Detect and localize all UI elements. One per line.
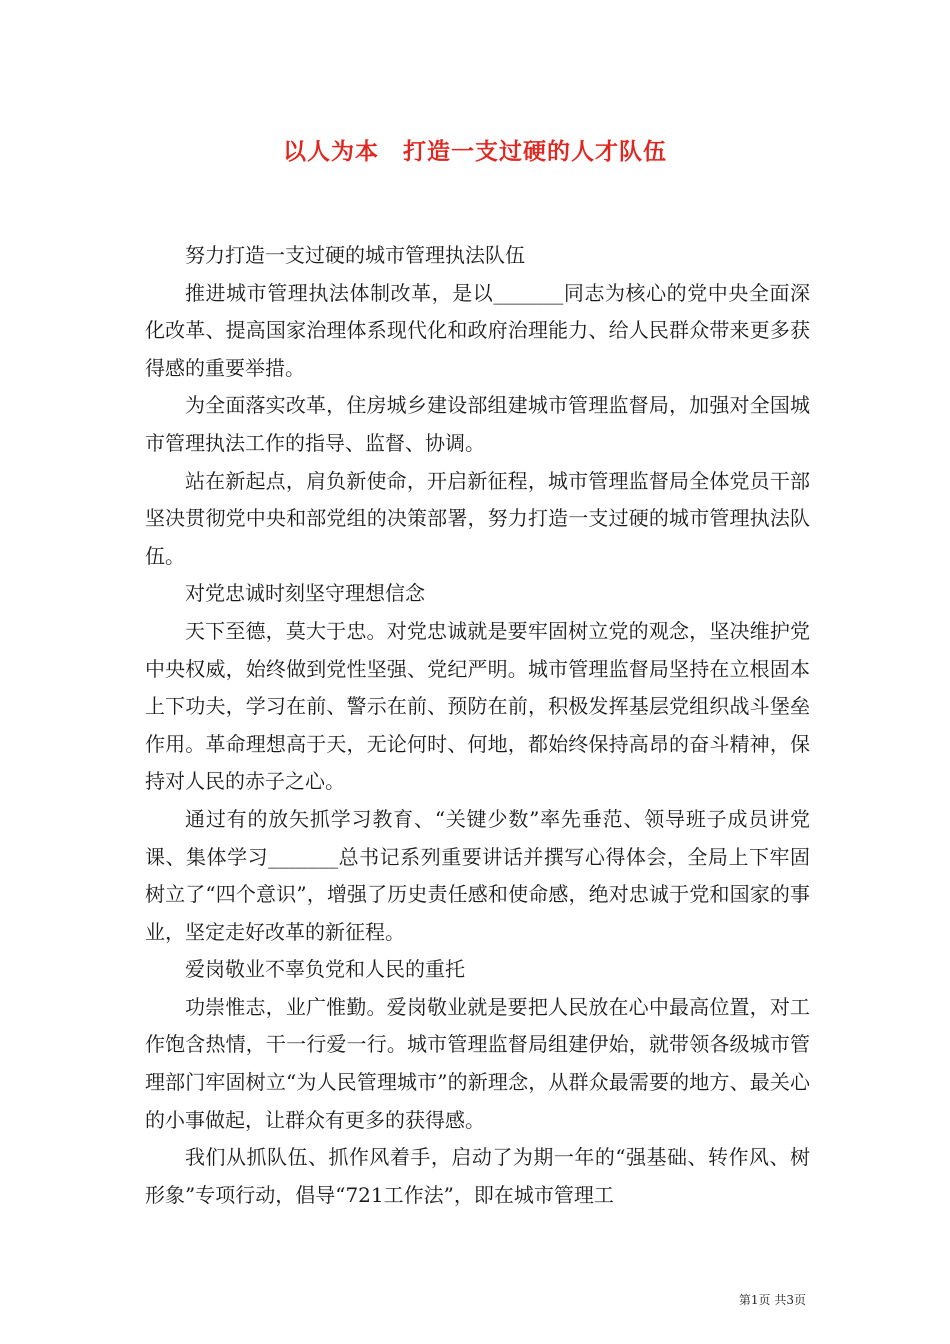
paragraph: 站在新起点，肩负新使命，开启新征程，城市管理监督局全体党员干部坚决贯彻党中央和部党组的决策部署，努力打造一支过硬的城市管理执法队伍。 — [145, 468, 810, 568]
paragraph: 通过有的放矢抓学习教育、“关键少数”率先垂范、领导班子成员讲党课、集体学习_______总书记系列重要讲话并撰写心得体会，全局上下牢固树立了“四个意识”，增强了历史责任感和使命感，绝对忠诚于党和国家的事业，坚定走好改革的新征程。 — [145, 806, 810, 944]
paragraph: 天下至德，莫大于忠。对党忠诚就是要牢固树立党的观念，坚决维护党中央权威，始终做到党性坚强、党纪严明。城市管理监督局坚持在立根固本上下功夫，学习在前、警示在前、预防在前，积极发挥基层党组织战斗堡垒作用。革命理想高于天，无论何时、何地，都始终保持高昂的奋斗精神，保持对人民的赤子之心。 — [145, 618, 810, 794]
document-title: 以人为本 打造一支过硬的人才队伍 — [283, 138, 667, 165]
page-number: 第1页 共3页 — [738, 1293, 806, 1307]
paragraph: 功崇惟志，业广惟勤。爱岗敬业就是要把人民放在心中最高位置，对工作饱含热情，干一行爱一行。城市管理监督局组建伊始，就带领各级城市管理部门牢固树立“为人民管理城市”的新理念，从群众最需要的地方、最关心的小事做起，让群众有更多的获得感。 — [145, 994, 810, 1132]
paragraph: 推进城市管理执法体制改革，是以_______同志为核心的党中央全面深化改革、提高国家治理体系现代化和政府治理能力、给人民群众带来更多获得感的重要举措。 — [145, 280, 810, 380]
section-heading: 爱岗敬业不辜负党和人民的重托 — [185, 957, 465, 982]
section-heading: 对党忠诚时刻坚守理想信念 — [185, 581, 425, 606]
paragraph: 我们从抓队伍、抓作风着手，启动了为期一年的“强基础、转作风、树形象”专项行动，倡导“721工作法”，即在城市管理工 — [145, 1145, 810, 1207]
paragraph: 为全面落实改革，住房城乡建设部组建城市管理监督局，加强对全国城市管理执法工作的指导、监督、协调。 — [145, 393, 810, 455]
paragraph-heading: 努力打造一支过硬的城市管理执法队伍 — [185, 243, 525, 267]
document-body — [145, 237, 810, 1214]
